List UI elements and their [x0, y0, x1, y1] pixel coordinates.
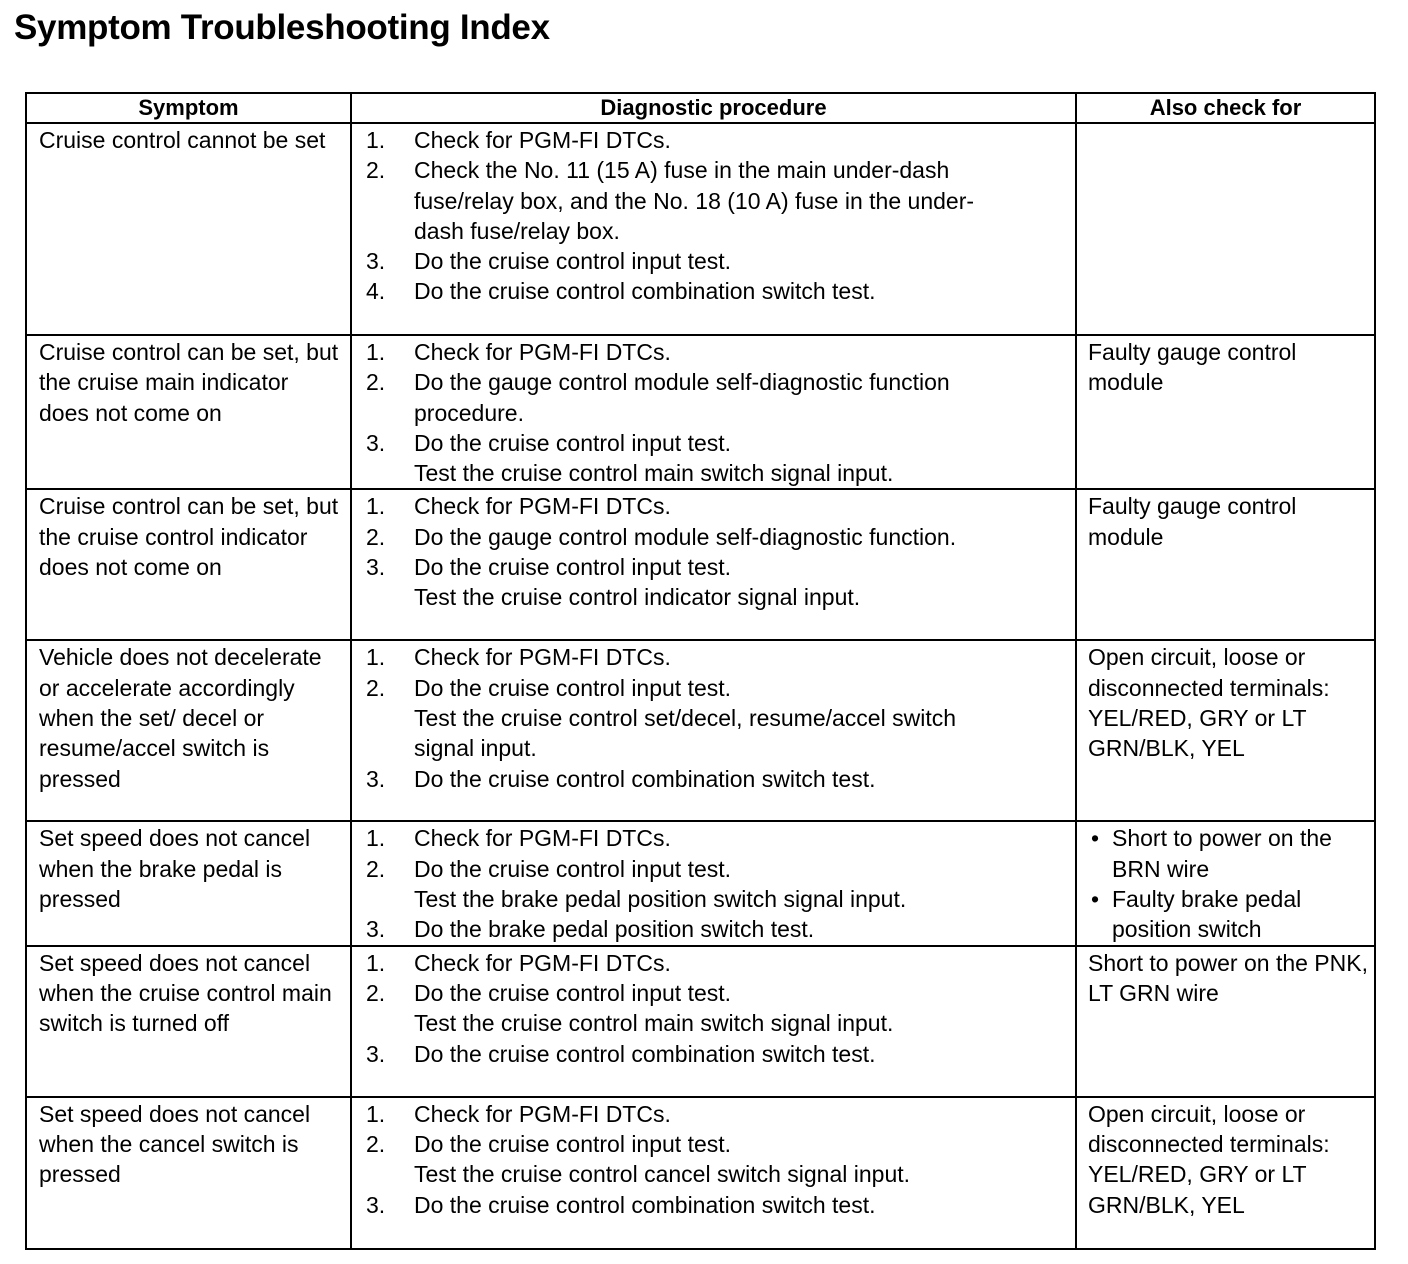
procedure-step	[352, 125, 1071, 155]
step-number: 2.	[366, 157, 386, 184]
step-text	[414, 428, 1071, 489]
procedure-step	[352, 978, 1071, 1039]
procedure-step	[352, 914, 1071, 944]
also-check-cell: Faulty gauge control module	[1076, 489, 1375, 640]
bullet-text: Faulty brake pedal position switch	[1112, 886, 1302, 943]
also-check-cell: Open circuit, loose or disconnected terminals: YEL/RED, GRY or LT GRN/BLK, YEL	[1076, 640, 1375, 821]
procedure-cell	[351, 489, 1076, 640]
step-number: 1.	[366, 825, 386, 852]
bullet-text: Short to power on the BRN wire	[1112, 825, 1332, 882]
step-line: Check for PGM-FI DTCs.	[414, 493, 671, 520]
step-number: 2.	[366, 523, 386, 550]
procedure-step	[352, 1039, 1071, 1069]
procedure-step	[352, 854, 1071, 915]
step-line: procedure.	[414, 399, 524, 426]
step-line: Test the cruise control main switch signal input.	[414, 460, 894, 487]
step-text	[414, 948, 1071, 978]
step-line: Check for PGM-FI DTCs.	[414, 644, 671, 671]
step-line: Do the cruise control combination switch test.	[414, 278, 876, 305]
procedure-step	[352, 155, 1071, 246]
step-number: 3.	[366, 429, 386, 456]
step-number: 3.	[366, 248, 386, 275]
procedure-step	[352, 552, 1071, 613]
procedure-step	[352, 948, 1071, 978]
step-text	[414, 1099, 1071, 1129]
table-body	[26, 123, 1375, 1249]
also-check-cell	[1076, 821, 1375, 945]
also-check-cell	[1076, 123, 1375, 335]
step-number: 2.	[366, 369, 386, 396]
procedure-step	[352, 1129, 1071, 1190]
step-number: 3.	[366, 1040, 386, 1067]
step-text	[414, 642, 1071, 672]
step-line: Check for PGM-FI DTCs.	[414, 949, 671, 976]
step-text	[414, 1039, 1071, 1069]
table-row	[26, 489, 1375, 640]
step-text	[414, 552, 1071, 613]
procedure-cell	[351, 1097, 1076, 1249]
step-line: Do the cruise control input test.	[414, 429, 732, 456]
step-number: 1.	[366, 644, 386, 671]
step-number: 1.	[366, 339, 386, 365]
step-text	[414, 367, 1071, 428]
table-row	[26, 946, 1375, 1097]
table-row	[26, 335, 1375, 489]
step-line: Do the cruise control input test.	[414, 248, 732, 275]
step-text	[414, 823, 1071, 853]
step-line: Check for PGM-FI DTCs.	[414, 1100, 671, 1127]
step-line: Test the cruise control main switch signal input.	[414, 1010, 894, 1037]
table-row	[26, 640, 1375, 821]
also-check-cell: Open circuit, loose or disconnected terminals: YEL/RED, GRY or LT GRN/BLK, YEL	[1076, 1097, 1375, 1249]
table-row	[26, 1097, 1375, 1249]
step-number: 3.	[366, 765, 386, 792]
step-number: 2.	[366, 674, 386, 701]
step-line: Do the brake pedal position switch test.	[414, 916, 815, 943]
step-text	[414, 764, 1071, 794]
step-line: Do the cruise control input test.	[414, 554, 732, 581]
step-line: dash fuse/relay box.	[414, 217, 620, 244]
symptom-cell: Set speed does not cancel when the cancel switch is pressed	[26, 1097, 351, 1249]
step-line: Do the cruise control input test.	[414, 1130, 732, 1157]
also-check-cell: Short to power on the PNK, LT GRN wire	[1076, 946, 1375, 1097]
step-number: 2.	[366, 979, 386, 1006]
symptom-cell: Cruise control can be set, but the cruise main indicator does not come on	[26, 335, 351, 489]
step-number: 4.	[366, 278, 386, 305]
step-text	[414, 491, 1071, 521]
procedure-step	[352, 276, 1071, 306]
table-row	[26, 821, 1375, 945]
step-line: Do the cruise control input test.	[414, 855, 732, 882]
procedure-cell	[351, 335, 1076, 489]
bullet-dot-icon: •	[1091, 886, 1100, 913]
step-number: 1.	[366, 493, 386, 520]
step-line: Do the cruise control combination switch test.	[414, 1040, 876, 1067]
step-line: Do the cruise control input test.	[414, 674, 732, 701]
step-text	[414, 1129, 1071, 1190]
step-text	[414, 673, 1071, 764]
step-line: Do the cruise control input test.	[414, 979, 732, 1006]
also-check-bullet	[1088, 823, 1368, 884]
step-text	[414, 125, 1071, 155]
procedure-cell	[351, 821, 1076, 945]
step-line: signal input.	[414, 735, 537, 762]
step-text	[414, 1190, 1071, 1220]
procedure-step	[352, 246, 1071, 276]
symptom-cell: Cruise control cannot be set	[26, 123, 351, 335]
step-line: Check for PGM-FI DTCs.	[414, 825, 671, 852]
step-text	[414, 522, 1071, 552]
step-number: 1.	[366, 1100, 386, 1127]
step-number: 3.	[366, 1191, 386, 1218]
step-text	[414, 276, 1071, 306]
header-row	[26, 93, 1375, 123]
step-text	[414, 854, 1071, 915]
symptom-cell: Vehicle does not decelerate or accelerate accordingly when the set/ decel or resume/accel switch is pressed	[26, 640, 351, 821]
procedure-step	[352, 522, 1071, 552]
step-line: Check the No. 11 (15 A) fuse in the main under-dash	[414, 157, 950, 184]
procedure-step	[352, 1099, 1071, 1129]
table-row	[26, 123, 1375, 335]
procedure-step	[352, 823, 1071, 853]
step-number: 2.	[366, 1130, 386, 1157]
step-line: Test the brake pedal position switch signal input.	[414, 886, 907, 913]
symptom-cell: Set speed does not cancel when the cruise control main switch is turned off	[26, 946, 351, 1097]
procedure-step	[352, 764, 1071, 794]
procedure-cell	[351, 946, 1076, 1097]
step-text	[414, 978, 1071, 1039]
step-line: Do the gauge control module self-diagnostic function.	[414, 523, 957, 550]
symptom-cell: Set speed does not cancel when the brake pedal is pressed	[26, 821, 351, 945]
step-line: Do the gauge control module self-diagnostic function	[414, 369, 950, 396]
step-number: 1.	[366, 949, 386, 976]
step-text	[414, 914, 1071, 944]
step-line: Check for PGM-FI DTCs.	[414, 127, 671, 153]
also-check-cell: Faulty gauge control module	[1076, 335, 1375, 489]
procedure-step	[352, 337, 1071, 367]
step-number: 3.	[366, 916, 386, 943]
step-line: Test the cruise control cancel switch signal input.	[414, 1161, 911, 1188]
column-header-also-check: Also check for	[1076, 93, 1375, 123]
procedure-step	[352, 642, 1071, 672]
step-number: 1.	[366, 127, 386, 153]
step-text	[414, 155, 1071, 246]
step-line: Check for PGM-FI DTCs.	[414, 339, 671, 365]
procedure-step	[352, 428, 1071, 489]
step-line: Do the cruise control combination switch test.	[414, 765, 876, 792]
symptom-cell: Cruise control can be set, but the cruise control indicator does not come on	[26, 489, 351, 640]
step-number: 3.	[366, 554, 386, 581]
step-number: 2.	[366, 855, 386, 882]
page-title: Symptom Troubleshooting Index	[14, 8, 550, 47]
procedure-cell	[351, 123, 1076, 335]
symptom-table	[25, 92, 1376, 1250]
procedure-cell	[351, 640, 1076, 821]
step-line: fuse/relay box, and the No. 18 (10 A) fuse in the under-	[414, 187, 975, 214]
column-header-symptom: Symptom	[26, 93, 351, 123]
column-header-procedure: Diagnostic procedure	[351, 93, 1076, 123]
also-check-bullet	[1088, 884, 1368, 945]
bullet-dot-icon: •	[1091, 825, 1100, 852]
step-line: Do the cruise control combination switch test.	[414, 1191, 876, 1218]
procedure-step	[352, 491, 1071, 521]
step-text	[414, 246, 1071, 276]
procedure-step	[352, 1190, 1071, 1220]
step-line: Test the cruise control indicator signal input.	[414, 584, 861, 611]
procedure-step	[352, 673, 1071, 764]
procedure-step	[352, 367, 1071, 428]
step-text	[414, 337, 1071, 367]
step-line: Test the cruise control set/decel, resume/accel switch	[414, 705, 957, 732]
